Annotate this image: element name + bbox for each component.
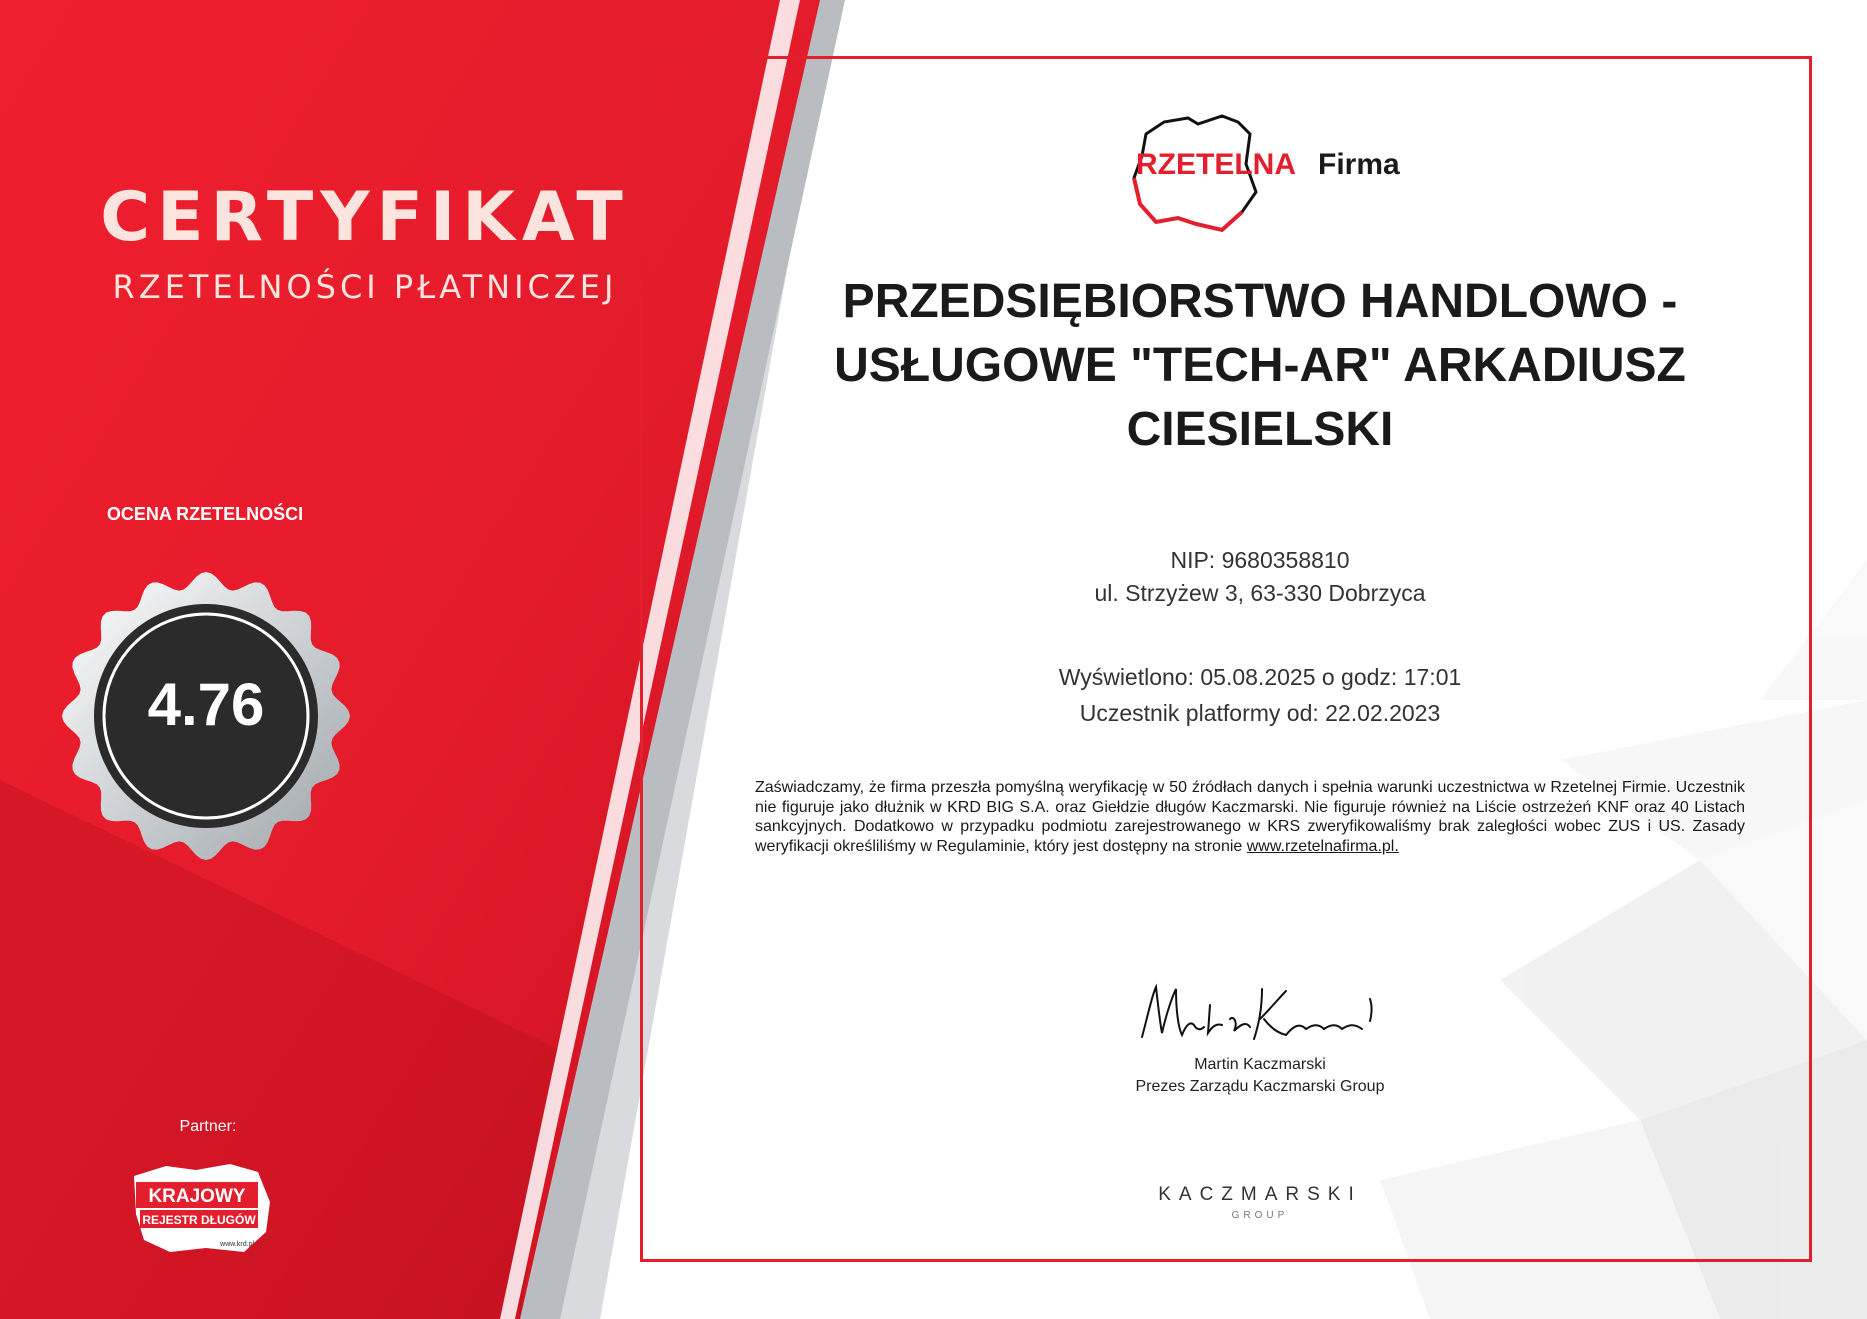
logo-word2: Firma	[1318, 148, 1400, 181]
krd-logo-url: www.krd.pl	[220, 1241, 254, 1248]
displayed-timestamp: Wyświetlono: 05.08.2025 o godz: 17:01	[1058, 664, 1462, 690]
krd-logo	[126, 1162, 276, 1254]
signer-role: Prezes Zarządu Kaczmarski Group	[1135, 1078, 1385, 1095]
rzetelna-firma-logo	[1126, 112, 1426, 242]
website-link[interactable]: www.rzetelnafirma.pl.	[1246, 837, 1399, 855]
verification-statement	[755, 778, 1745, 856]
company-nip: NIP: 9680358810	[1170, 547, 1350, 573]
kaczmarski-group-logo: KACZMARSKI	[1158, 1184, 1362, 1205]
logo-word1: RZETELNA	[1136, 148, 1296, 181]
krd-logo-line2: REJESTR DŁUGÓW	[142, 1213, 256, 1227]
certificate-title: CERTYFIKAT	[100, 178, 630, 257]
signature-image	[1130, 975, 1390, 1055]
statement-text: Zaświadczamy, że firma przeszła pomyślną weryfikację w 50 źródłach danych i spełnia warunki uczestnictwa w Rzetelnej Firmie. Uczestnik nie figuruje jako dłużnik w KRD BIG S.A. oraz Giełdzie długów Kaczmarski. Nie figuruje również na Liście ostrzeżeń KNF oraz 40 Listach sankcyjnych. Dodatkowo w przypadku podmiotu zarejestrowanego w KRS zweryfikowaliśmy brak zaległości wobec ZUS i US. Zasady weryfikacji określiliśmy w Regulaminie, który jest dostępny na stronie	[755, 779, 1745, 855]
partner-label: Partner:	[179, 1118, 237, 1135]
signer-name: Martin Kaczmarski	[1194, 1056, 1326, 1073]
rating-value: 4.76	[147, 671, 265, 738]
krd-logo-line1: KRAJOWY	[148, 1186, 246, 1207]
kaczmarski-group-sub: GROUP	[1231, 1210, 1289, 1221]
company-address: ul. Strzyżew 3, 63-330 Dobrzyca	[1094, 580, 1426, 606]
certificate-subtitle: RZETELNOŚCI PŁATNICZEJ	[112, 268, 618, 306]
member-since: Uczestnik platformy od: 22.02.2023	[1079, 700, 1441, 726]
rating-label: OCENA RZETELNOŚCI	[106, 504, 304, 524]
company-name: PRZEDSIĘBIORSTWO HANDLOWO - USŁUGOWE "TECH-AR" ARKADIUSZ CIESIELSKI	[834, 275, 1686, 456]
